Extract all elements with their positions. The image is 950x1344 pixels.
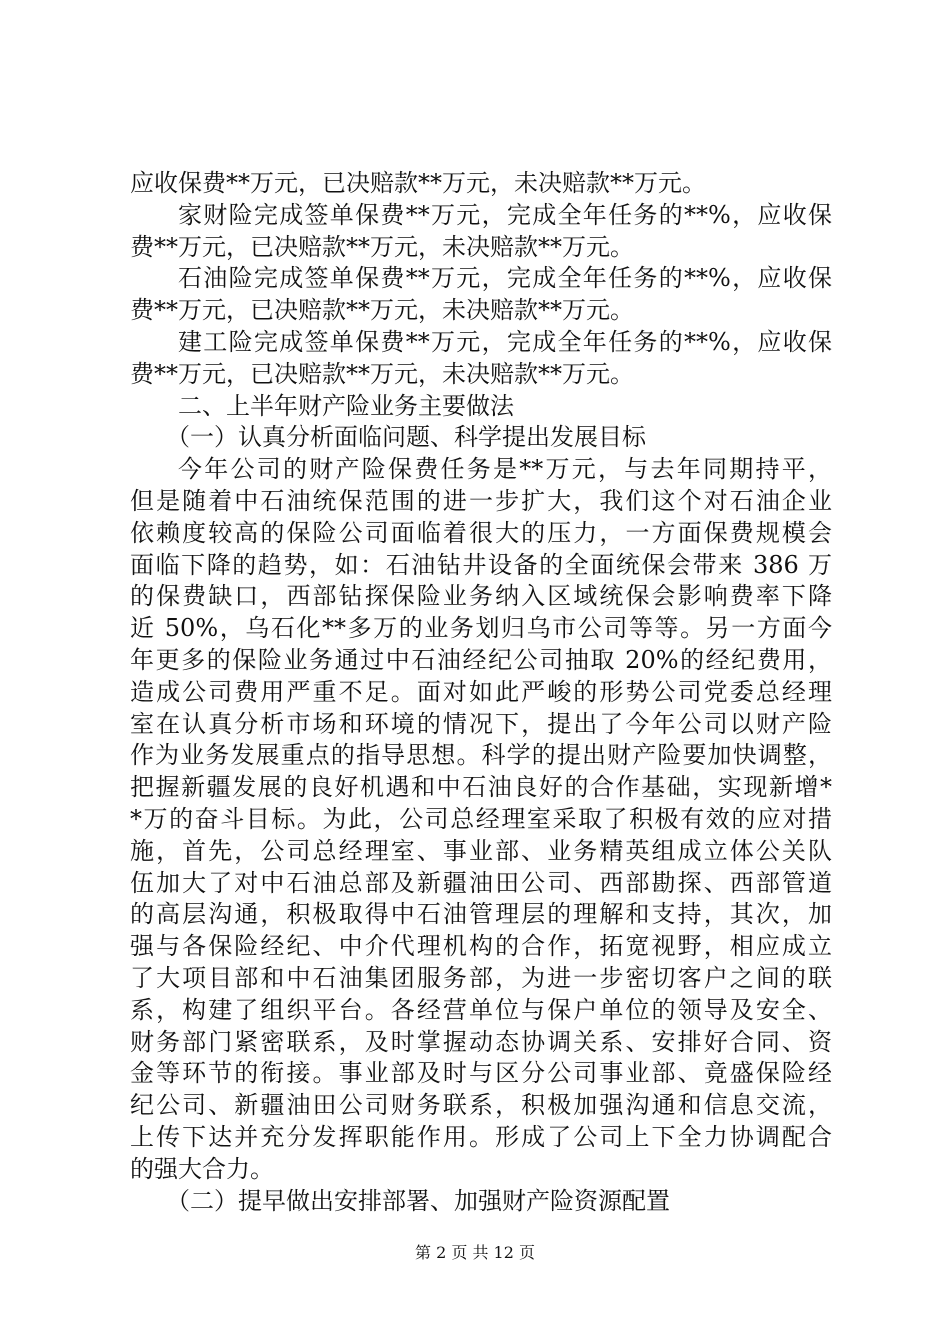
subsection-heading: （一）认真分析面临问题、科学提出发展目标 [166,423,646,452]
text-line: 石油险完成签单保费**万元，完成全年任务的**%，应收保 [178,264,832,293]
text-line: 把握新疆发展的良好机遇和中石油良好的合作基础，实现新增* [130,773,832,802]
text-line: 费**万元，已决赔款**万元，未决赔款**万元。 [130,296,634,325]
text-line: 费**万元，已决赔款**万元，未决赔款**万元。 [130,359,634,388]
text-line: 施，首先，公司总经理室、事业部、业务精英组成立体公关队 [130,836,832,865]
page-number-footer: 第 2 页 共 12 页 [415,1243,535,1262]
text-line: 面临下降的趋势，如：石油钻井设备的全面统保会带来 386 万 [130,550,832,579]
document-body [130,168,832,1217]
text-line: 的强大合力。 [130,1154,274,1183]
text-line: 但是随着中石油统保范围的进一步扩大，我们这个对石油企业 [130,486,832,515]
text-line: 系，构建了组织平台。各经营单位与保户单位的领导及安全、 [130,995,832,1024]
text-line: 作为业务发展重点的指导思想。科学的提出财产险要加快调整， [130,741,832,770]
text-line: 上传下达并充分发挥职能作用。形成了公司上下全力协调配合 [130,1122,832,1151]
text-line: 的高层沟通，积极取得中石油管理层的理解和支持，其次，加 [130,900,832,929]
text-line: 应收保费**万元，已决赔款**万元，未决赔款**万元。 [130,169,706,197]
text-line: 金等环节的衔接。事业部及时与区分公司事业部、竟盛保险经 [130,1059,832,1088]
section-heading: 二、上半年财产险业务主要做法 [178,391,514,420]
text-line: *万的奋斗目标。为此，公司总经理室采取了积极有效的应对措 [130,804,832,833]
text-line: 伍加大了对中石油总部及新疆油田公司、西部勘探、西部管道 [130,868,832,897]
text-line: 依赖度较高的保险公司面临着很大的压力，一方面保费规模会 [130,518,832,547]
subsection-heading: （二）提早做出安排部署、加强财产险资源配置 [166,1186,670,1215]
text-line: 年更多的保险业务通过中石油经纪公司抽取 20%的经纪费用， [130,645,832,674]
text-line: 的保费缺口，西部钻探保险业务纳入区域统保会影响费率下降 [130,582,832,611]
text-line: 建工险完成签单保费**万元，完成全年任务的**%，应收保 [178,327,832,356]
text-line: 了大项目部和中石油集团服务部，为进一步密切客户之间的联 [130,963,832,992]
text-line: 室在认真分析市场和环境的情况下，提出了今年公司以财产险 [130,709,832,738]
text-line: 强与各保险经纪、中介代理机构的合作，拓宽视野，相应成立 [130,932,832,961]
text-line: 造成公司费用严重不足。面对如此严峻的形势公司党委总经理 [130,677,832,706]
text-line: 纪公司、新疆油田公司财务联系，积极加强沟通和信息交流， [130,1091,832,1120]
text-line: 家财险完成签单保费**万元，完成全年任务的**%，应收保 [178,200,832,229]
text-line: 今年公司的财产险保费任务是**万元，与去年同期持平， [178,455,832,484]
text-line: 费**万元，已决赔款**万元，未决赔款**万元。 [130,232,634,261]
text-line: 近 50%，乌石化**多万的业务划归乌市公司等等。另一方面今 [130,614,832,643]
text-line: 财务部门紧密联系，及时掌握动态协调关系、安排好合同、资 [130,1027,832,1056]
